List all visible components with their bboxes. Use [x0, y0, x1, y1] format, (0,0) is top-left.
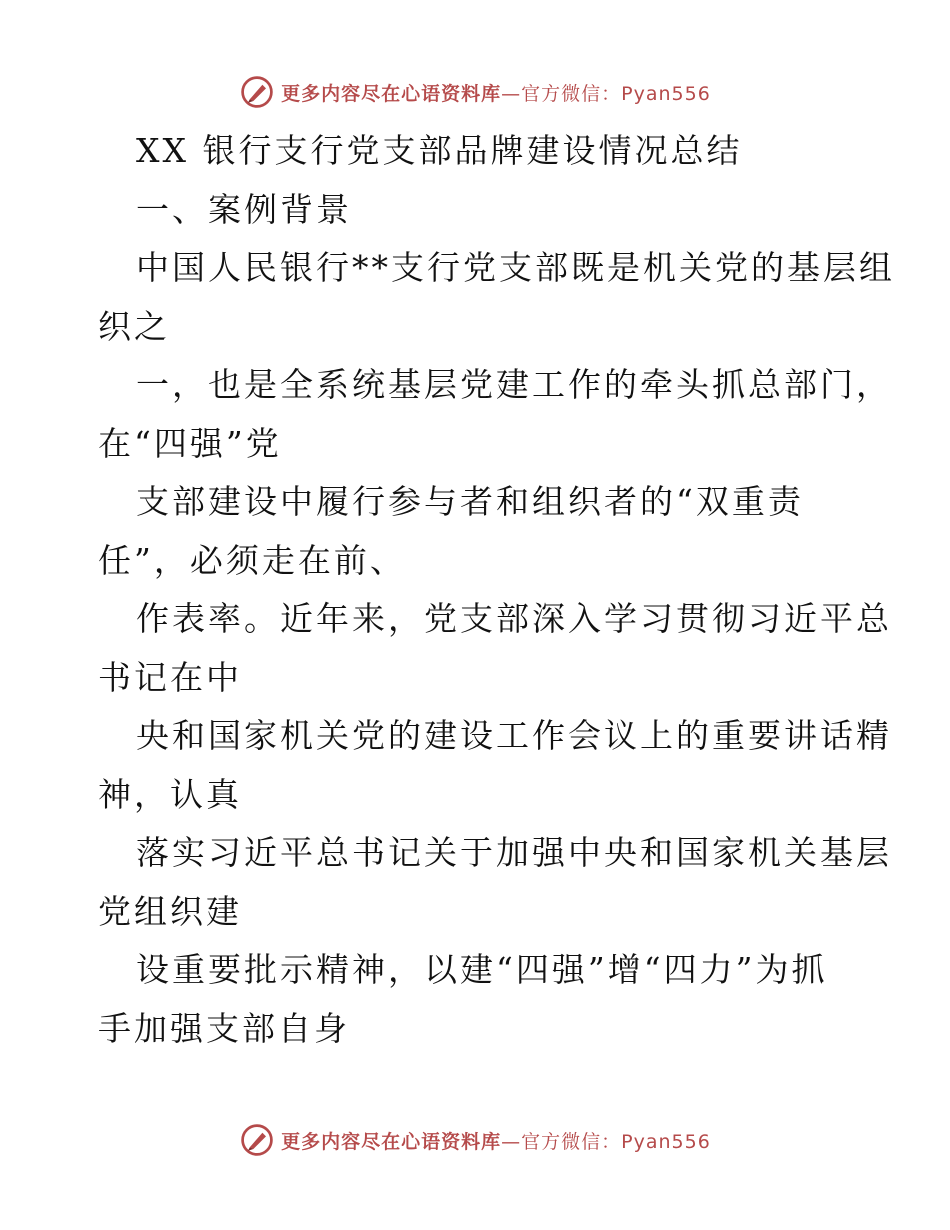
- paragraph-line: 一，也是全系统基层党建工作的牵头抓总部门，: [136, 365, 892, 404]
- logo-pen-icon: [239, 1122, 275, 1158]
- logo-pen-icon: [239, 74, 275, 110]
- paragraph-line: 在“四强”党: [98, 423, 282, 463]
- paragraph-line: 中国人民银行**支行党支部既是机关党的基层组: [136, 248, 895, 287]
- paragraph-line: 任”，必须走在前、: [98, 540, 406, 580]
- paragraph-line: 支部建设中履行参与者和组织者的“双重责: [136, 482, 804, 521]
- paragraph-line: 作表率。近年来，党支部深入学习贯彻习近平总: [136, 599, 892, 638]
- paragraph-line: 手加强支部自身: [98, 1008, 350, 1048]
- watermark-footer: [0, 1118, 950, 1162]
- watermark-label: 更多内容尽在心语资料库—官方微信：Pyan556: [281, 82, 711, 105]
- section-heading: 一、案例背景: [136, 189, 352, 229]
- paragraph-line: 织之: [98, 306, 170, 346]
- paragraph-line: 党组织建: [98, 891, 242, 931]
- watermark-label: 更多内容尽在心语资料库—官方微信：Pyan556: [281, 1130, 711, 1153]
- paragraph-line: 央和国家机关党的建设工作会议上的重要讲话精: [136, 716, 892, 755]
- paragraph-line: 书记在中: [98, 657, 242, 697]
- paragraph-line: 落实习近平总书记关于加强中央和国家机关基层: [136, 833, 892, 872]
- document-body: [98, 122, 895, 1058]
- paragraph-line: 神，认真: [98, 774, 242, 814]
- paragraph-line: 设重要批示精神，以建“四强”增“四力”为抓: [136, 950, 828, 989]
- watermark-header: [0, 70, 950, 114]
- document-title: XX 银行支行党支部品牌建设情况总结: [136, 131, 743, 170]
